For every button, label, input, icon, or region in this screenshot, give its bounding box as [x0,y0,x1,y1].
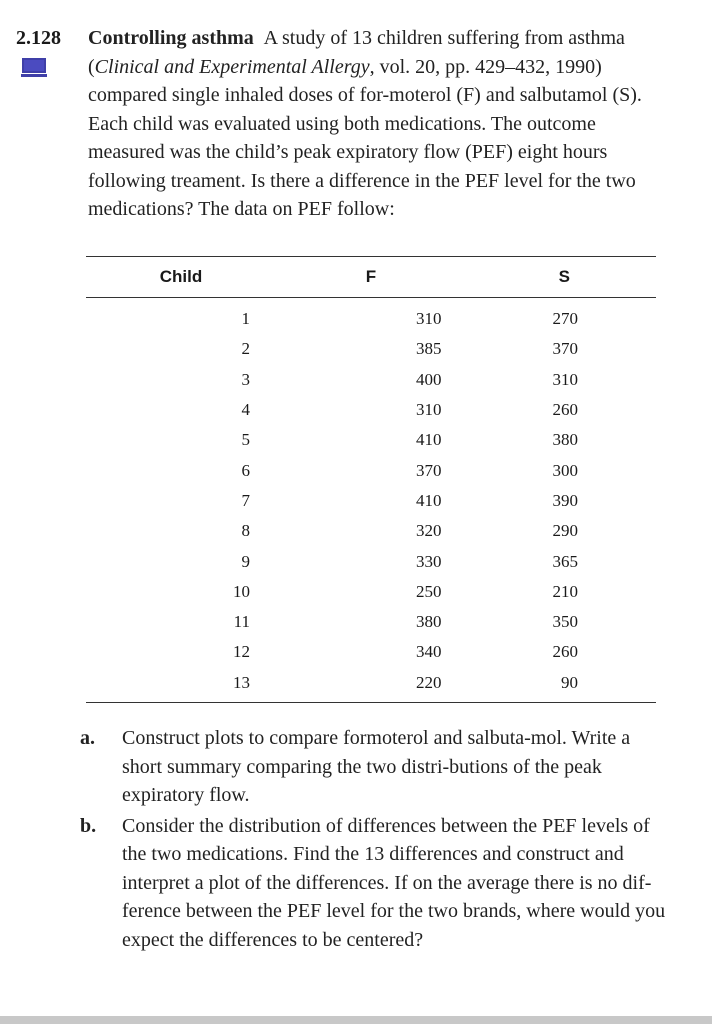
statement-part-1: A study of 13 children suffering from asthma ( [88,27,625,78]
cell-child [86,455,250,485]
child-number: 13 [232,672,250,692]
child-number: 10 [232,581,250,601]
cell-f: 320 [415,521,442,541]
cell-f: 340 [415,642,442,662]
cell-s: 310 [552,369,578,389]
column-header-f: F [365,267,377,286]
child-number: 8 [241,521,250,541]
cell-s: 300 [552,460,578,480]
statement-part-2: , vol. 20, pp. 429–432, 1990) compared single inhaled doses of for-moterol (F) and salbutamol (S). Each child was evaluated using both medications. The outcome measured was the child’s peak expiratory flow (PEF) eight hours following treament. Is there a difference in the PEF level for the two medications? The data on PEF follow: [88,55,642,220]
child-number: 5 [241,430,250,450]
question-label: a. [80,727,95,749]
child-number: 11 [233,612,250,632]
cell-f: 385 [415,339,442,359]
child-number: 4 [241,400,250,420]
cell-s: 380 [552,430,578,450]
cell-child [86,365,250,395]
table-row [86,334,656,364]
bottom-bar [0,1016,712,1024]
question-a [80,724,670,810]
cell-child [86,486,250,516]
cell-s: 210 [552,581,578,601]
child-number: 7 [241,490,250,510]
cell-f: 400 [415,369,442,389]
question-list [80,724,670,994]
child-number: 9 [241,551,250,571]
cell-child [86,334,250,364]
cell-s: 260 [552,642,578,662]
table-row [86,607,656,637]
question-label: b. [80,814,97,837]
table-row [86,455,656,485]
cell-s: 365 [552,551,578,571]
cell-child [86,637,250,667]
column-header-child: Child [159,267,203,286]
cell-child [86,304,250,334]
cell-s: 350 [552,612,578,632]
pef-data-table [86,256,656,703]
table-header-row [86,257,656,297]
question-text: Consider the distribution of differences between the PEF levels of the two medications. Find the 13 differences and construct and interpret a plot of the differences. If on the average there is no dif-ference between the PEF level for the two brands, where would you expect the differences to be centered? [122,814,666,951]
table-row [86,546,656,576]
child-number: 3 [241,369,250,389]
cell-s: 260 [552,400,578,420]
cell-child [86,395,250,425]
problem-title: Controlling asthma [88,27,254,49]
table-row [86,637,656,667]
cell-f: 370 [415,460,442,480]
cell-child [86,516,250,546]
screen-bottom-band [0,1000,712,1024]
table-row [86,395,656,425]
child-number: 12 [232,642,250,662]
computer-icon [21,58,47,78]
question-b [80,812,670,955]
cell-s: 90 [561,672,578,692]
child-number: 2 [241,339,250,359]
table-row [86,577,656,607]
cell-f: 250 [415,581,442,601]
table-row [86,516,656,546]
cell-f: 310 [415,400,442,420]
problem-block [16,24,666,224]
table-row [86,304,656,334]
cell-f: 380 [415,612,442,632]
cell-child [86,425,250,455]
child-number: 6 [241,460,250,480]
journal-name: Clinical and Experimental Allergy [94,55,370,78]
question-clip [80,724,670,994]
cell-s: 270 [552,309,578,329]
table-row [86,668,656,698]
question-text: Construct plots to compare formoterol and salbuta-mol. Write a short summary comparing the two distri-butions of the peak expiratory flow. [122,727,631,806]
cell-f: 410 [415,490,442,510]
cell-s: 370 [552,339,578,359]
cell-f: 220 [415,672,442,692]
cell-f: 330 [415,551,442,571]
problem-number: 2.128 [16,27,61,49]
problem-statement [88,24,666,224]
cell-child [86,546,250,576]
cell-child [86,668,250,698]
table-row [86,425,656,455]
column-header-s: S [558,267,570,286]
cell-s: 290 [552,521,578,541]
table-row [86,365,656,395]
table-header-rule [86,297,656,298]
table-bottom-rule [86,702,656,703]
cell-f: 410 [415,430,442,450]
cell-f: 310 [415,309,442,329]
cell-child [86,577,250,607]
child-number: 1 [241,309,250,329]
cell-child [86,607,250,637]
table-body [86,304,656,698]
table-row [86,486,656,516]
cell-s: 390 [552,490,578,510]
